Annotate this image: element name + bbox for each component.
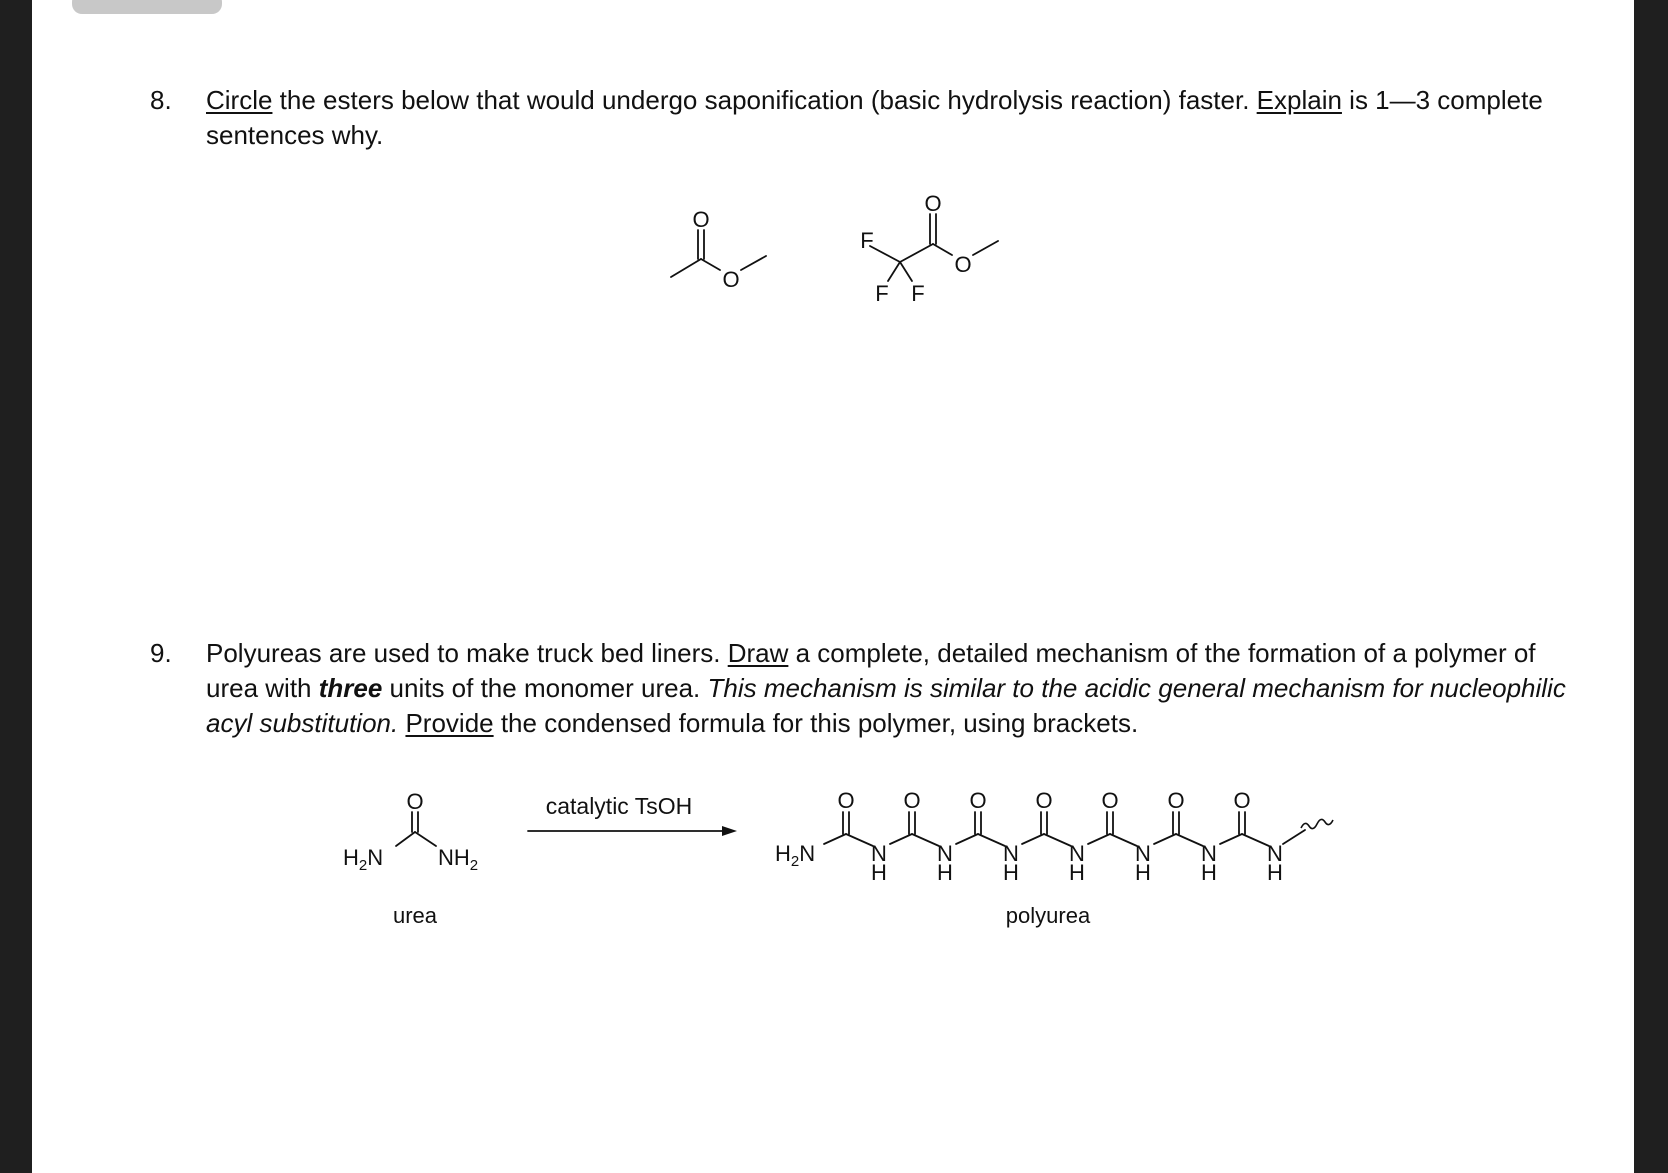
nitrogen-label: N — [1201, 841, 1217, 866]
ester-methyl-acetate — [671, 230, 766, 277]
carbonyl-oxygen: O — [969, 788, 987, 813]
carbonyl-oxygen: O — [903, 788, 921, 813]
carbonyl-oxygen: O — [837, 788, 855, 813]
carbonyl-oxygen: O — [1233, 788, 1251, 813]
chain-bond — [1220, 834, 1242, 844]
hydrogen-label: H — [937, 860, 953, 885]
text-segment: Polyureas are used to make truck bed liners. — [206, 638, 728, 668]
urea-amine-left: $H_2N$ — [343, 845, 384, 874]
fluorine-label: F — [860, 228, 874, 253]
keyword-circle: Circle — [206, 85, 273, 115]
polyurea-structure — [824, 788, 1333, 885]
polyurea-caption: polyurea — [1005, 903, 1091, 928]
nitrogen-label: N — [1069, 841, 1085, 866]
text-segment: the esters below that would undergo saponification (basic hydrolysis reaction) faster. — [272, 85, 1257, 115]
hydrogen-label: H — [1069, 860, 1085, 885]
chain-bond — [846, 834, 873, 846]
hydrogen-label: H — [871, 860, 887, 885]
urea-oxygen: O — [406, 789, 424, 814]
ester-oxygen: O — [954, 252, 972, 277]
text-segment: the condensed formula for this polymer, using brackets. — [493, 708, 1139, 738]
urea-structure — [396, 812, 436, 846]
hydrogen-label: H — [1267, 860, 1283, 885]
keyword-draw: Draw — [727, 638, 789, 668]
nitrogen-label: N — [1135, 841, 1151, 866]
chain-bond — [1283, 830, 1305, 844]
keyword-three: three — [318, 673, 383, 703]
polyurea-amine-end: $H_2N$ — [775, 841, 816, 870]
chain-bond — [956, 834, 978, 844]
hydrogen-label: H — [1135, 860, 1151, 885]
keyword-provide: Provide — [405, 708, 494, 738]
chain-bond — [912, 834, 939, 846]
arrowhead-icon — [722, 826, 737, 836]
fluorine-label: F — [875, 281, 889, 306]
chain-bond — [890, 834, 912, 844]
nitrogen-label: N — [1267, 841, 1283, 866]
nitrogen-label: N — [871, 841, 887, 866]
carbonyl-oxygen: O — [1101, 788, 1119, 813]
mechanism-hint: This mechanism is similar to the acidic general mechanism for nucleophilic acyl substitution. — [206, 673, 1566, 738]
chain-bond — [1110, 834, 1137, 846]
reaction-condition: catalytic TsOH — [545, 793, 693, 819]
nitrogen-label: N — [1003, 841, 1019, 866]
chain-bond — [1022, 834, 1044, 844]
nitrogen-label: N — [937, 841, 953, 866]
carbonyl-oxygen: O — [924, 191, 942, 216]
keyword-explain: Explain — [1256, 85, 1342, 115]
text-segment: is 1—3 complete sentences why. — [206, 85, 1543, 150]
chain-bond — [1154, 834, 1176, 844]
chain-bond — [1242, 834, 1269, 846]
ester-methyl-trifluoroacetate — [870, 214, 998, 281]
chain-bond — [1176, 834, 1203, 846]
urea-caption: urea — [392, 903, 438, 928]
hydrogen-label: H — [1201, 860, 1217, 885]
question-number: 8. — [150, 85, 172, 115]
fluorine-label: F — [911, 281, 925, 306]
question-number: 9. — [150, 638, 172, 668]
urea-amine-right: $NH_2$ — [438, 845, 479, 874]
chain-bond — [978, 834, 1005, 846]
carbonyl-oxygen: O — [1167, 788, 1185, 813]
hydrogen-label: H — [1003, 860, 1019, 885]
text-segment: a complete, detailed mechanism of the formation of a polymer of urea with — [206, 638, 1536, 703]
chain-bond — [1088, 834, 1110, 844]
wavy-bond-end — [1301, 819, 1333, 828]
ester-oxygen: O — [722, 267, 740, 292]
chain-bond — [1044, 834, 1071, 846]
carbonyl-oxygen: O — [1035, 788, 1053, 813]
chain-bond — [824, 834, 846, 844]
carbonyl-oxygen: O — [692, 207, 710, 232]
text-segment: units of the monomer urea. — [382, 673, 708, 703]
